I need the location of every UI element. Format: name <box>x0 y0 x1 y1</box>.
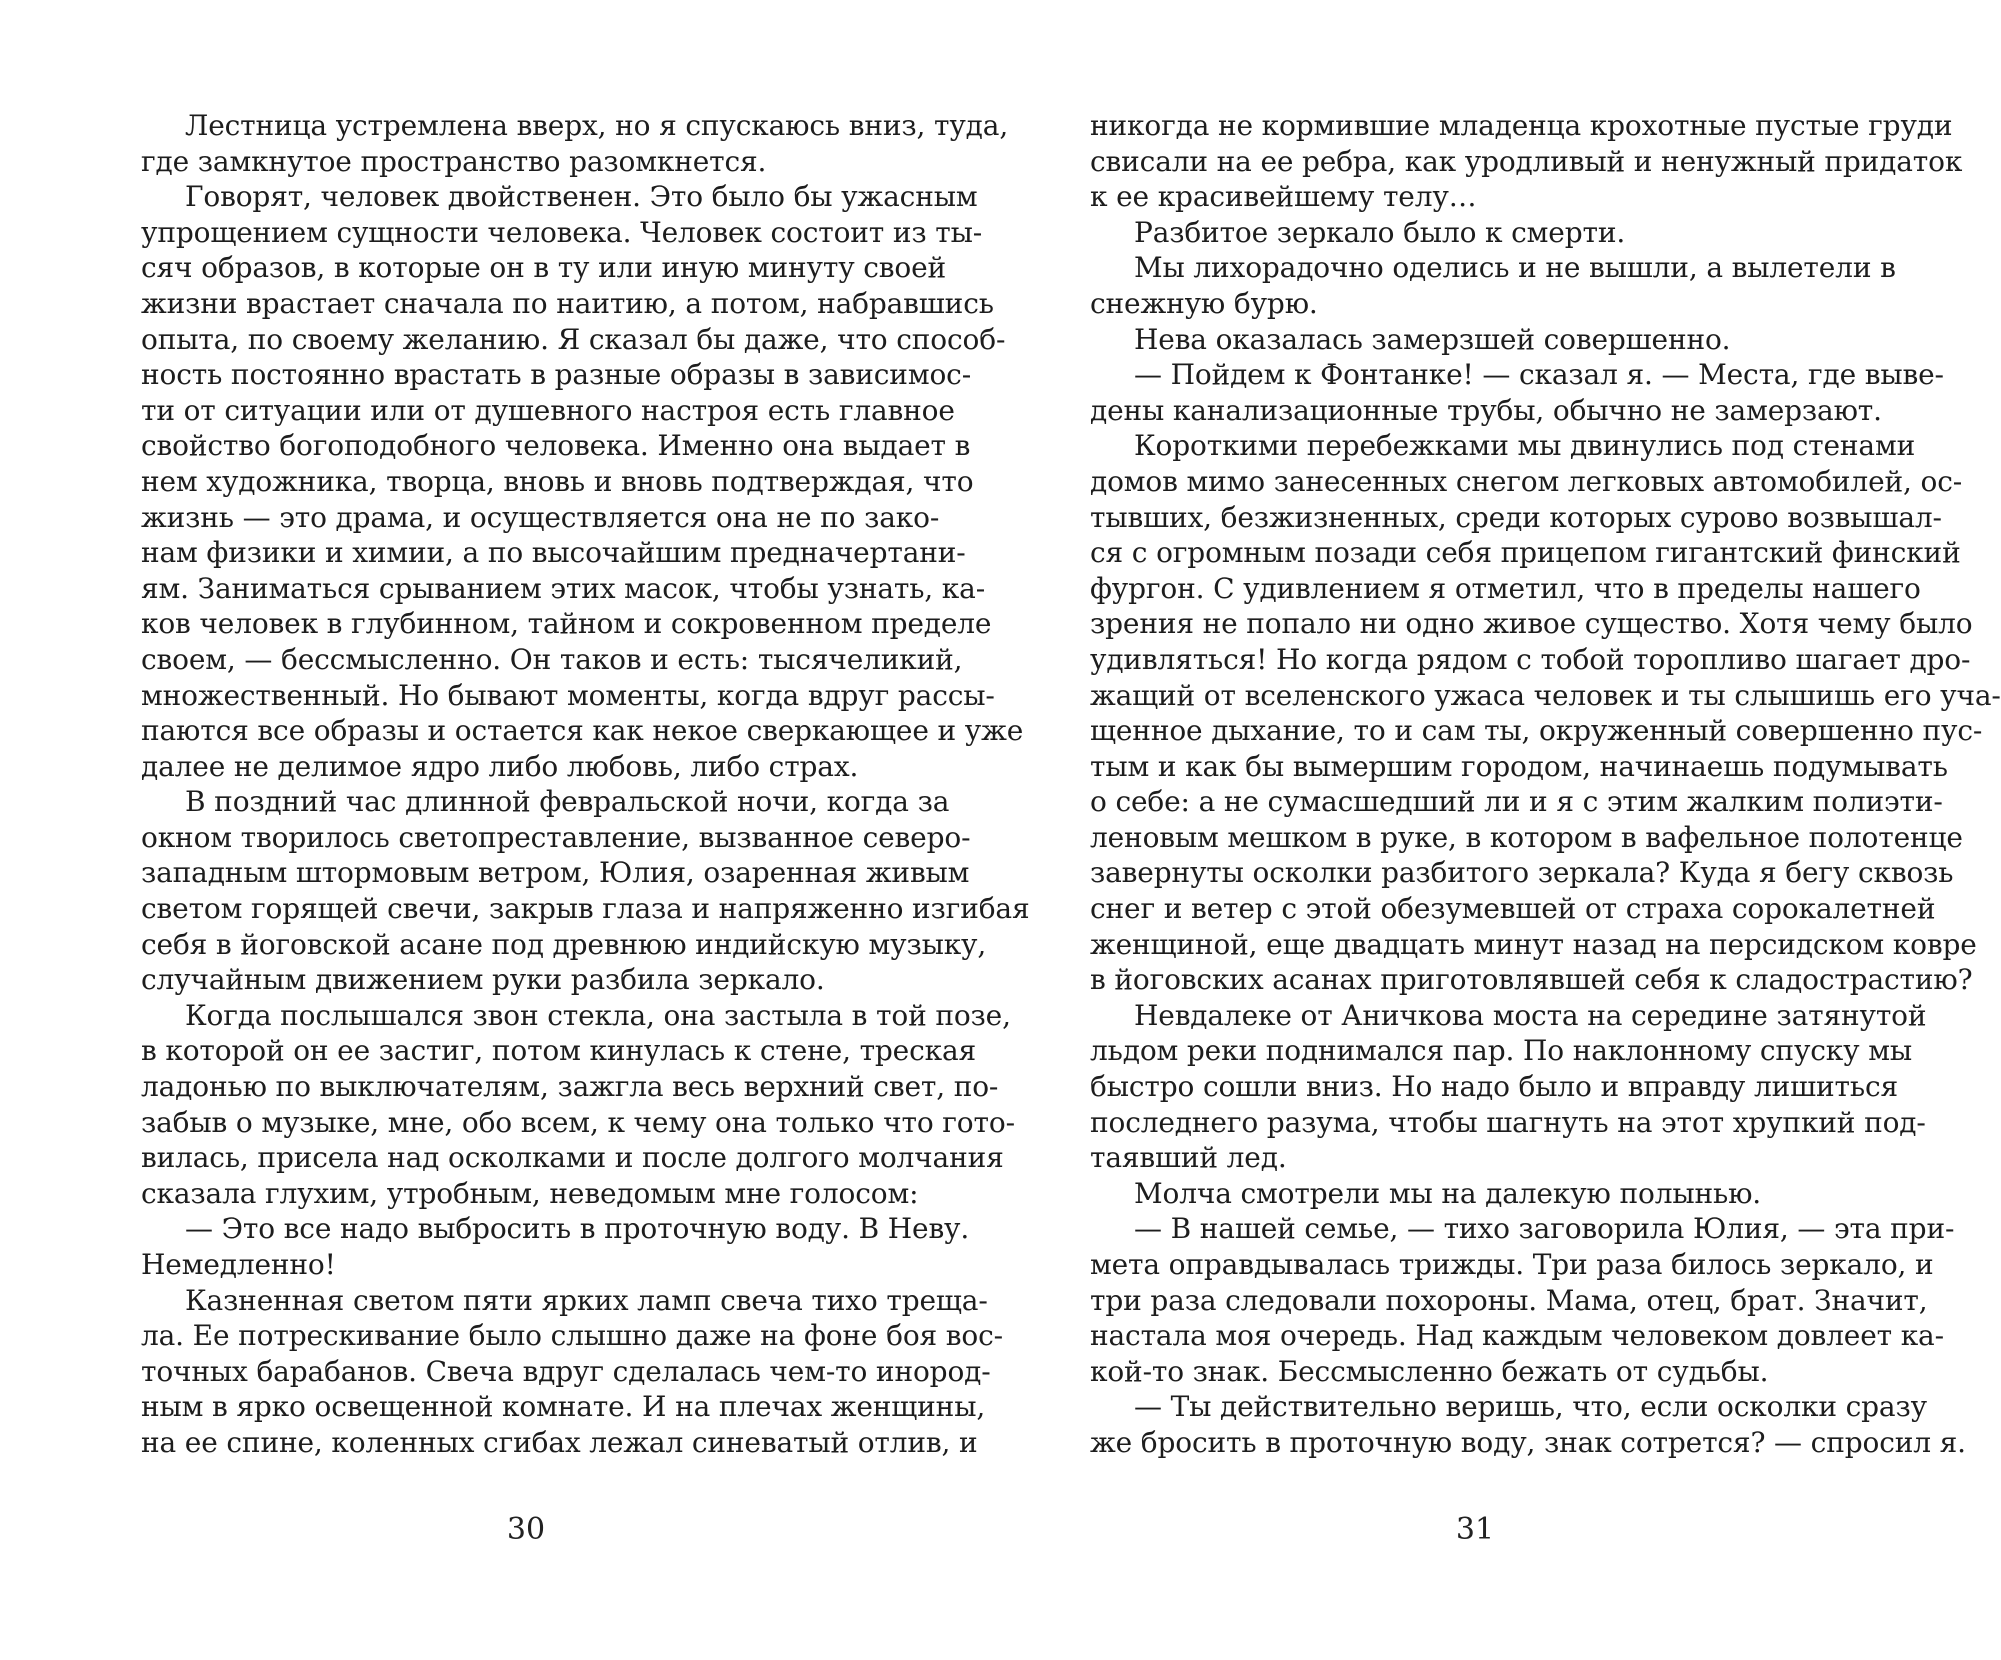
left-page-number: 30 <box>506 1512 546 1547</box>
text-line: Мы лихорадочно оделись и не вышли, а вылетели в <box>1134 251 1896 285</box>
text-line: Короткими перебежками мы двинулись под стенами <box>1134 429 1916 463</box>
text-line: зрения не попало ни одно живое существо. Хотя чему было <box>1090 607 1973 641</box>
text-line: Молча смотрели мы на далекую полынью. <box>1134 1176 1762 1210</box>
text-line: к ее красивейшему телу… <box>1090 180 1477 214</box>
text-line: фургон. С удивлением я отметил, что в пределы нашего <box>1090 571 1921 605</box>
text-line: светом горящей свечи, закрыв глаза и напряженно изгибая <box>141 892 1030 926</box>
text-line: снег и ветер с этой обезумевшей от страха сорокалетней <box>1090 892 1936 926</box>
text-line: снежную бурю. <box>1090 286 1318 320</box>
text-line: ти от ситуации или от душевного настроя есть главное <box>141 393 955 427</box>
text-line: мета оправдывалась трижды. Три раза билось зеркало, и <box>1090 1248 1934 1281</box>
text-line: далее не делимое ядро либо любовь, либо страх. <box>141 749 859 783</box>
text-line: ным в ярко освещенной комнате. И на плечах женщины, <box>141 1390 986 1424</box>
text-line: своем, — бессмысленно. Он таков и есть: тысячеликий, <box>141 642 963 676</box>
text-line: множественный. Но бывают моменты, когда вдруг рассы- <box>141 678 995 712</box>
text-line: Казненная светом пяти ярких ламп свеча тихо треща- <box>185 1283 988 1317</box>
text-line: завернуты осколки разбитого зеркала? Куда я бегу сквозь <box>1090 856 1954 890</box>
left-page <box>141 108 1030 1461</box>
text-line: Говорят, человек двойственен. Это было бы ужасным <box>185 180 978 214</box>
text-line: — Пойдем к Фонтанке! — сказал я. — Места, где выве- <box>1134 358 1944 392</box>
text-line: в йоговских асанах приготовлявшей себя к сладострастию? <box>1090 963 1973 997</box>
text-line: никогда не кормившие младенца крохотные пустые груди <box>1090 109 1953 142</box>
right-page-number: 31 <box>1455 1512 1495 1547</box>
text-line: сказала глухим, утробным, неведомым мне голосом: <box>141 1176 919 1210</box>
text-line: Немедленно! <box>141 1248 336 1281</box>
text-line: ность постоянно врастать в разные образы в зависимос- <box>141 358 971 392</box>
text-line: сяч образов, в которые он в ту или иную минуту своей <box>141 251 947 285</box>
text-line: же бросить в проточную воду, знак сотрется? — спросил я. <box>1090 1425 1966 1459</box>
text-line: кой-то знак. Бессмысленно бежать от судьбы. <box>1090 1354 1769 1388</box>
text-line: тым и как бы вымершим городом, начинаешь подумывать <box>1090 749 1948 783</box>
text-line: нам физики и химии, а по высочайшим предначертани- <box>141 536 966 570</box>
text-line: дены канализационные трубы, обычно не замерзают. <box>1090 393 1882 427</box>
text-line: леновым мешком в руке, в котором в вафельное полотенце <box>1090 820 1963 854</box>
text-line: на ее спине, коленных сгибах лежал синеватый отлив, и <box>141 1425 978 1459</box>
text-line: жащий от вселенского ужаса человек и ты слышишь его уча- <box>1090 678 2001 712</box>
text-line: Лестница устремлена вверх, но я спускаюсь вниз, туда, <box>185 109 1009 142</box>
text-line: — Ты действительно веришь, что, если осколки сразу <box>1134 1390 1927 1424</box>
text-line: о себе: а не сумасшедший ли и я с этим жалким полиэти- <box>1090 785 1943 819</box>
text-line: Невдалеке от Аничкова моста на середине затянутой <box>1134 998 1927 1032</box>
text-line: ладонью по выключателям, зажгла весь верхний свет, по- <box>141 1070 999 1104</box>
text-line: Разбитое зеркало было к смерти. <box>1134 215 1626 249</box>
text-line: Когда послышался звон стекла, она застыла в той позе, <box>185 998 1011 1032</box>
text-line: ся с огромным позади себя прицепом гигантский финский <box>1090 536 1961 570</box>
text-line: женщиной, еще двадцать минут назад на персидском ковре <box>1090 927 1977 961</box>
text-line: случайным движением руки разбила зеркало. <box>141 963 825 997</box>
text-line: ям. Заниматься срыванием этих масок, чтобы узнать, ка- <box>141 571 986 605</box>
text-line: где замкнутое пространство разомкнется. <box>141 144 767 178</box>
text-line: свисали на ее ребра, как уродливый и ненужный придаток <box>1090 144 1963 178</box>
text-line: окном творилось светопреставление, вызванное северо- <box>141 820 971 854</box>
text-line: настала моя очередь. Над каждым человеком довлеет ка- <box>1090 1319 1944 1353</box>
text-line: щенное дыхание, то и сам ты, окруженный совершенно пус- <box>1090 714 1983 748</box>
text-line: точных барабанов. Свеча вдруг сделалась чем-то инород- <box>141 1354 991 1388</box>
text-line: — В нашей семье, — тихо заговорила Юлия, — эта при- <box>1134 1212 1955 1246</box>
text-line: в которой он ее застиг, потом кинулась к стене, треская <box>141 1034 977 1068</box>
text-line: западным штормовым ветром, Юлия, озаренная живым <box>141 856 970 890</box>
text-line: В поздний час длинной февральской ночи, когда за <box>185 785 950 819</box>
text-line: вилась, присела над осколками и после долгого молчания <box>141 1141 1004 1175</box>
right-page <box>1090 108 2001 1461</box>
text-line: жизни врастает сначала по наитию, а потом, набравшись <box>141 286 994 320</box>
text-line: — Это все надо выбросить в проточную воду. В Неву. <box>185 1212 970 1246</box>
text-line: опыта, по своему желанию. Я сказал бы даже, что способ- <box>141 322 1006 356</box>
text-line: упрощением сущности человека. Человек состоит из ты- <box>141 215 983 249</box>
text-line: нем художника, творца, вновь и вновь подтверждая, что <box>141 464 974 498</box>
text-line: забыв о музыке, мне, обо всем, к чему она только что гото- <box>141 1105 1015 1139</box>
text-line: Нева оказалась замерзшей совершенно. <box>1134 322 1731 356</box>
text-line: ла. Ее потрескивание было слышно даже на фоне боя вос- <box>141 1319 1003 1353</box>
text-line: ков человек в глубинном, тайном и сокровенном пределе <box>141 607 992 641</box>
text-line: домов мимо занесенных снегом легковых автомобилей, ос- <box>1090 464 1963 498</box>
text-line: себя в йоговской асане под древнюю индийскую музыку, <box>141 927 987 961</box>
text-line: свойство богоподобного человека. Именно она выдает в <box>141 429 971 463</box>
text-line: таявший лед. <box>1090 1141 1287 1175</box>
text-line: паются все образы и остается как некое сверкающее и уже <box>141 714 1024 748</box>
text-line: льдом реки поднимался пар. По наклонному спуску мы <box>1090 1034 1912 1068</box>
text-line: быстро сошли вниз. Но надо было и вправду лишиться <box>1090 1070 1899 1104</box>
text-line: три раза следовали похороны. Мама, отец, брат. Значит, <box>1090 1283 1928 1317</box>
text-line: удивляться! Но когда рядом с тобой торопливо шагает дро- <box>1090 642 1971 676</box>
text-line: последнего разума, чтобы шагнуть на этот хрупкий под- <box>1090 1105 1926 1139</box>
text-line: тывших, безжизненных, среди которых сурово возвышал- <box>1090 500 1942 534</box>
text-line: жизнь — это драма, и осуществляется она не по зако- <box>141 500 940 534</box>
